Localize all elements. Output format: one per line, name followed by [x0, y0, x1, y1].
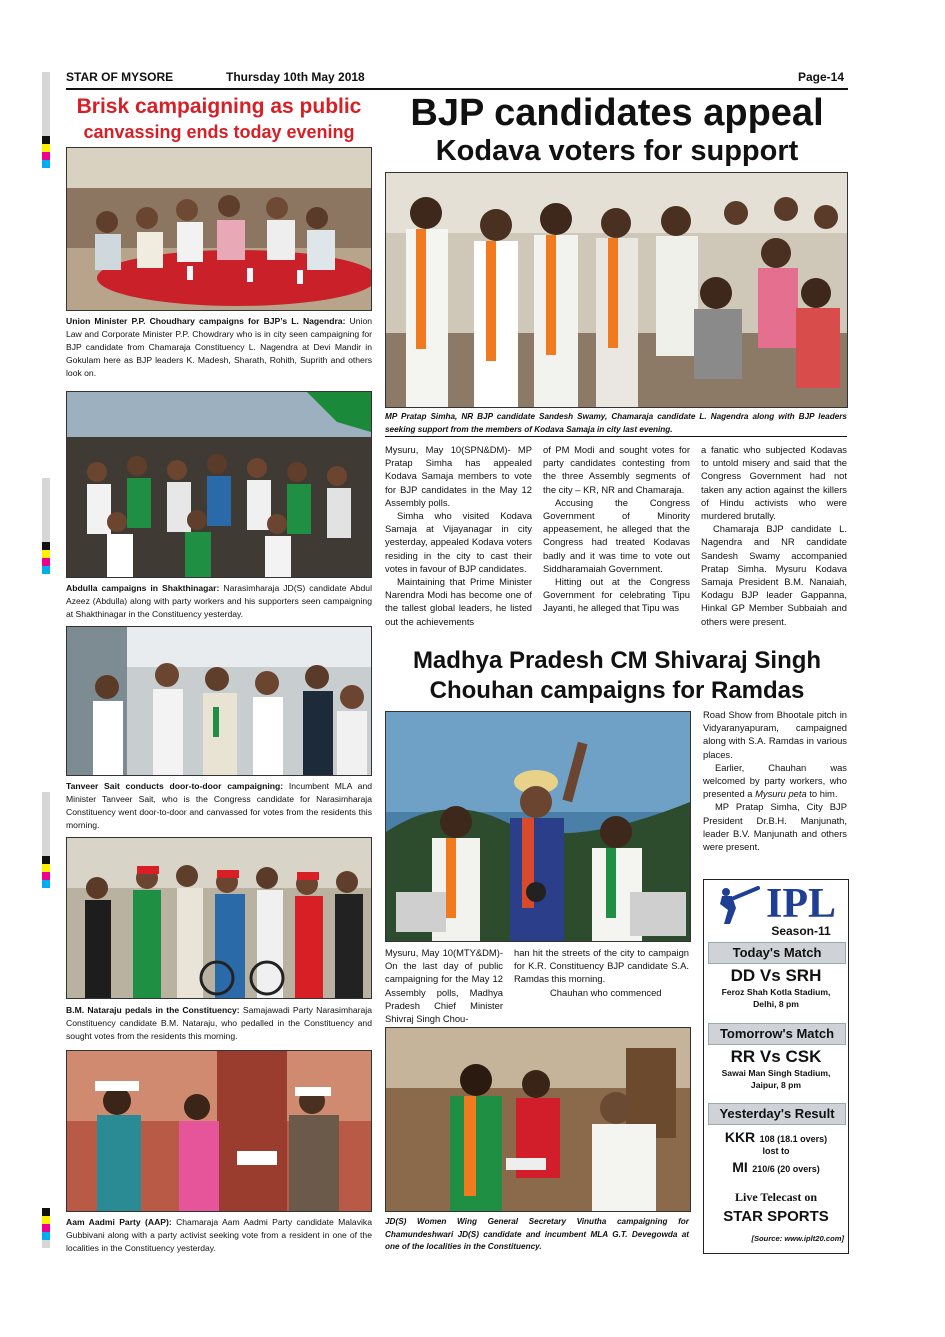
today-venue-1: Feroz Shah Kotla Stadium,: [721, 987, 831, 997]
bjp-headline-line2: Kodava voters for support: [435, 135, 799, 167]
page-number: Page-14: [798, 70, 845, 84]
caption-nataraju-bold: B.M. Nataraju pedals in the Constituency:: [66, 1005, 240, 1015]
caption-choudhary-bold: Union Minister P.P. Choudhary campaigns for BJP’s L. Nagendra:: [66, 316, 346, 326]
caption-aap: [66, 1216, 372, 1255]
mp-c3-p3: MP Pratap Simha, City BJP President Dr.B.H. Manjunath, leader B.V. Manjunath and others were present.: [703, 801, 847, 853]
ipl-source: [Source: www.iplt20.com]: [751, 1234, 844, 1243]
tomorrow-venue-1: Sawai Man Singh Stadium,: [721, 1068, 831, 1078]
mp-column-1: [385, 946, 503, 1025]
bjp-c1-p3: Maintaining that Prime Minister Narendra Modi has become one of the tallest global leaders, he listed out the achievements: [385, 576, 532, 627]
paper-name: STAR OF MYSORE: [66, 70, 174, 84]
caption-nataraju: [66, 1004, 372, 1043]
today-match-label: Today's Match: [708, 942, 846, 964]
caption-aap-text: Chamaraja Aam Aadmi Party candidate Malavika Gubbivani along with a party activist seeking vote from a resident in one of the localities in the Constituency yesterday.: [66, 1217, 372, 1253]
mp-column-3: [703, 708, 847, 853]
bjp-column-1: [385, 443, 532, 628]
caption-aap-bold: Aam Aadmi Party (AAP):: [66, 1217, 172, 1227]
bjp-c3-p1: a fanatic who subjected Kodavas to untold misery and said that the Congress Government had not taken any action against the killers of Hindu activists who were murdered brutally.: [701, 444, 847, 522]
score1: 108 (18.1 overs): [759, 1134, 828, 1144]
photo-vinutha: [385, 1027, 691, 1212]
today-match: DD Vs SRH: [730, 966, 822, 985]
bjp-c1-p1: Mysuru, May 10(SPN&DM)- MP Pratap Simha has appealed Kodava Samaja members to vote for BJP candidates in the May 12 Assembly polls.: [385, 444, 532, 508]
caption-tanveer: [66, 780, 372, 832]
photo-chouhan-roadshow: [385, 711, 691, 942]
ipl-logo-text: IPL: [765, 881, 836, 927]
result-line-1: [704, 1129, 848, 1147]
mp-c3-p1: Road Show from Bhootale pitch in Vidyaranyapuram, campaigned along with S.A. Ramdas in various places.: [703, 709, 847, 760]
mp-c3-p2-italic: Mysuru peta: [755, 788, 807, 800]
ipl-season: Season-11: [771, 924, 831, 938]
photo-aap: [66, 1050, 372, 1212]
caption-tanveer-text: Incumbent MLA and Minister Tanveer Sait, who is the Congress candidate for Narasimharaja Constituency went door-to-door and canvassed for votes from the residents this morning.: [66, 781, 373, 830]
bjp-caption-rule: [385, 436, 847, 437]
ipl-batsman-icon: [710, 886, 760, 926]
today-venue-2: Delhi, 8 pm: [753, 999, 799, 1009]
caption-choudhary: [66, 315, 372, 380]
bjp-column-3: [701, 443, 847, 628]
header-rule: [66, 88, 848, 90]
ipl-box: [703, 879, 849, 1254]
vinutha-caption: JD(S) Women Wing General Secretary Vinutha campaigning for Chamundeshwari JD(S) candidate and incumbent MLA G.T. Devegowda at one of the localities in the Constituency.: [385, 1217, 689, 1251]
telecast-channel: STAR SPORTS: [723, 1208, 829, 1225]
yesterday-result-label: Yesterday's Result: [708, 1103, 846, 1125]
bjp-c1-p2: Simha who visited Kodava Samaja at Vijayanagar in city yesterday, appealed Kodava voters residing in the city to cast their votes in favour of BJP candidates.: [385, 510, 532, 574]
bjp-c3-p2: Chamaraja BJP candidate L. Nagendra and NR candidate Sandesh Swamy accompanied Pratap Simha. Mysuru Kodava Samaja President B.M. Nanaiah, Kodagu BJP leader Gappanna, Hinkal GP Member Subbaiah and others were present.: [701, 523, 847, 627]
bjp-column-2: [543, 443, 690, 615]
mp-c2-p1: han hit the streets of the city to campaign for K.R. Constituency BJP candidate S.A. Ramdas this morning.: [514, 947, 689, 985]
mp-c3-p2a: Earlier, Chauhan was welcomed by party workers, who presented a: [703, 761, 847, 800]
mp-c3-p2: [703, 761, 847, 801]
bjp-headline-line1: BJP candidates appeal: [410, 92, 824, 134]
caption-abdulla: [66, 582, 372, 621]
mp-c1-p1: Mysuru, May 10(MTY&DM)- On the last day of public campaigning for the May 12 Assembly polls, Madhya Pradesh Chief Minister Shivraj Singh Chou-: [385, 947, 503, 1025]
mp-column-2: [514, 946, 689, 999]
photo-tanveer: [66, 626, 372, 776]
caption-abdulla-bold: Abdulla campaigns in Shakthinagar:: [66, 583, 220, 593]
lost-to: lost to: [762, 1146, 790, 1156]
bjp-photo-caption: MP Pratap Simha, NR BJP candidate Sandesh Swamy, Chamaraja candidate L. Nagendra along with BJP leaders seeking support from the members of Kodava Samaja in city last evening.: [385, 412, 847, 434]
team2: MI: [732, 1159, 748, 1175]
bjp-c2-p2: Accusing the Congress Government of Minority appeasement, he alleged that the Congress had treated Kodavas badly and it was time to vote out Siddharamaiah Government.: [543, 496, 690, 574]
bjp-c2-p3: Hitting out at the Congress Government for celebrating Tipu Jayanti, he alleged that Tipu was: [543, 576, 690, 614]
tomorrow-match-label: Tomorrow's Match: [708, 1023, 846, 1045]
tomorrow-match: RR Vs CSK: [730, 1047, 822, 1066]
issue-date: Thursday 10th May 2018: [226, 70, 365, 84]
photo-abdulla: [66, 391, 372, 578]
mp-c2-p2: Chauhan who commenced: [550, 986, 662, 998]
telecast-label: Live Telecast on: [734, 1190, 817, 1204]
caption-nataraju-text: Samajawadi Party Narasimharaja Constituency candidate B.M. Nataraju, who pedalled in the Constituency and sought votes from the residents this morning.: [66, 1005, 372, 1041]
mp-headline-line1: Madhya Pradesh CM Shivaraj Singh: [412, 647, 822, 674]
bjp-c2-p1: of PM Modi and sought votes for party candidates contesting from the three Assembly segments of the city – KR, NR and Chamaraja.: [543, 444, 690, 495]
photo-choudhary: [66, 147, 372, 311]
left-headline-line1: Brisk campaigning as public: [76, 95, 362, 118]
team1: KKR: [724, 1129, 756, 1145]
tomorrow-venue-2: Jaipur, 8 pm: [750, 1080, 802, 1090]
left-headline-line2: canvassing ends today evening: [83, 122, 355, 142]
score2: 210/6 (20 overs): [752, 1164, 820, 1174]
caption-abdulla-text: Narasimharaja JD(S) candidate Abdul Azeez (Abdulla) along with party workers and his supporters seen campaigning at Shakthinagar in the Constituency yesterday.: [66, 583, 372, 619]
caption-tanveer-bold: Tanveer Sait conducts door-to-door campaigning:: [66, 781, 284, 791]
mp-c3-p2b: to him.: [806, 788, 838, 800]
photo-kodava-samaja: [385, 172, 848, 408]
caption-choudhary-text: Union Law and Corporate Minister P.P. Chowdrary who is in city seen campaigning for BJP candidate from Chamaraja Constituency L. Nagendra at Devi Mandir in Gokulam here as BJP leaders K. Madesh, Sharath, Rohith, Suprith and others look on.: [66, 316, 372, 378]
mp-headline-line2: Chouhan campaigns for Ramdas: [429, 677, 805, 704]
photo-nataraju: [66, 837, 372, 999]
result-line-2: [704, 1159, 848, 1177]
